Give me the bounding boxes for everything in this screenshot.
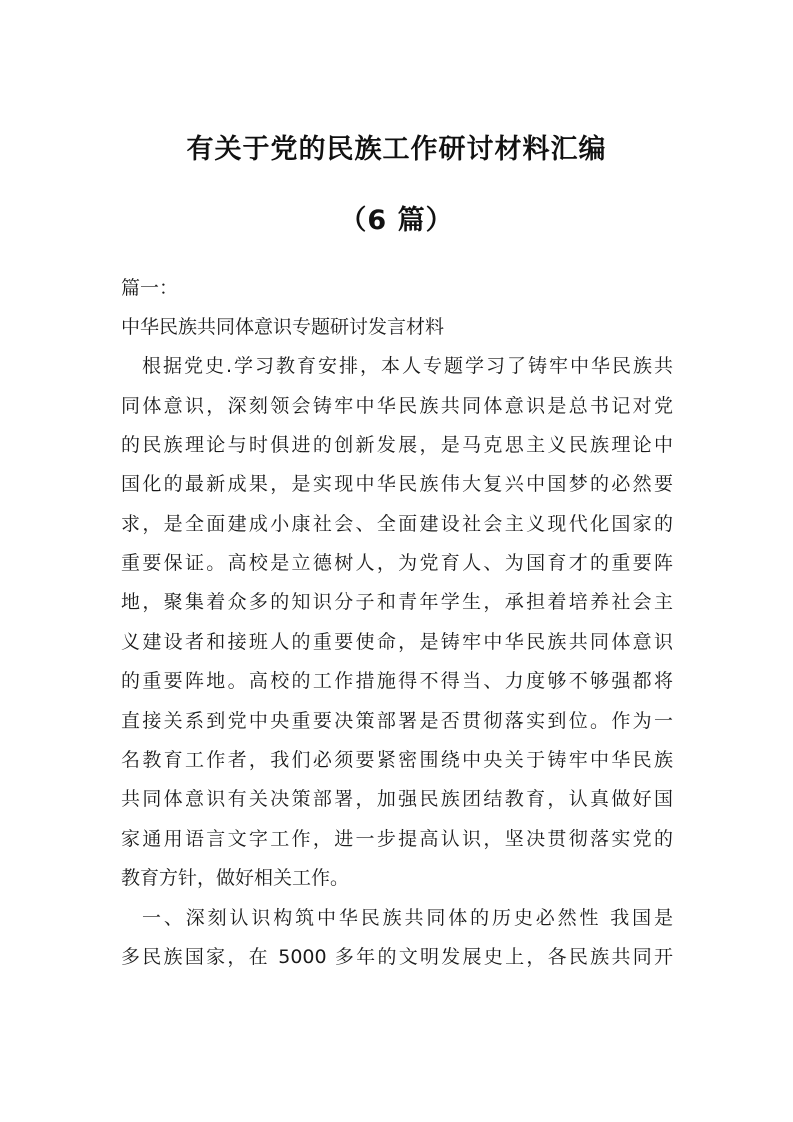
paragraph-line: 根据党史.学习教育安排，本人专题学习了铸牢中华民族共 (142, 355, 673, 377)
paragraph-line: 直接关系到党中央重要决策部署是否贯彻落实到位。作为一 (121, 710, 673, 732)
paragraph-line: 地，聚集着众多的知识分子和青年学生，承担着培养社会主 (121, 591, 673, 613)
paragraph-line: 求，是全面建成小康社会、全面建设社会主义现代化国家的 (121, 513, 673, 535)
article-title: 中华民族共同体意识专题研讨发言材料 (121, 316, 445, 338)
section-label: 篇一： (121, 277, 179, 299)
paragraph-line: 家通用语言文字工作，进一步提高认识，坚决贯彻落实党的 (121, 828, 673, 850)
paragraph-line: 教育方针，做好相关工作。 (121, 867, 350, 889)
document-subtitle: （6 篇） (339, 205, 454, 236)
paragraph-line: 国化的最新成果，是实现中华民族伟大复兴中国梦的必然要 (121, 473, 673, 495)
paragraph-line: 义建设者和接班人的重要使命，是铸牢中华民族共同体意识 (121, 631, 673, 653)
paragraph-line: 同体意识，深刻领会铸牢中华民族共同体意识是总书记对党 (121, 395, 673, 417)
paragraph-line: 名教育工作者，我们必须要紧密围绕中央关于铸牢中华民族 (121, 749, 673, 771)
document-title: 有关于党的民族工作研讨材料汇编 (186, 134, 607, 165)
paragraph-line: 多民族国家，在 5000 多年的文明发展史上，各民族共同开 (121, 946, 673, 968)
paragraph-line: 的民族理论与时俱进的创新发展，是马克思主义民族理论中 (121, 434, 673, 456)
paragraph-line: 重要保证。高校是立德树人，为党育人、为国育才的重要阵 (121, 552, 673, 574)
paragraph-line: 一、深刻认识构筑中华民族共同体的历史必然性 我国是 (142, 907, 673, 929)
paragraph-line: 的重要阵地。高校的工作措施得不得当、力度够不够强都将 (121, 670, 673, 692)
paragraph-line: 共同体意识有关决策部署，加强民族团结教育，认真做好国 (121, 788, 673, 810)
